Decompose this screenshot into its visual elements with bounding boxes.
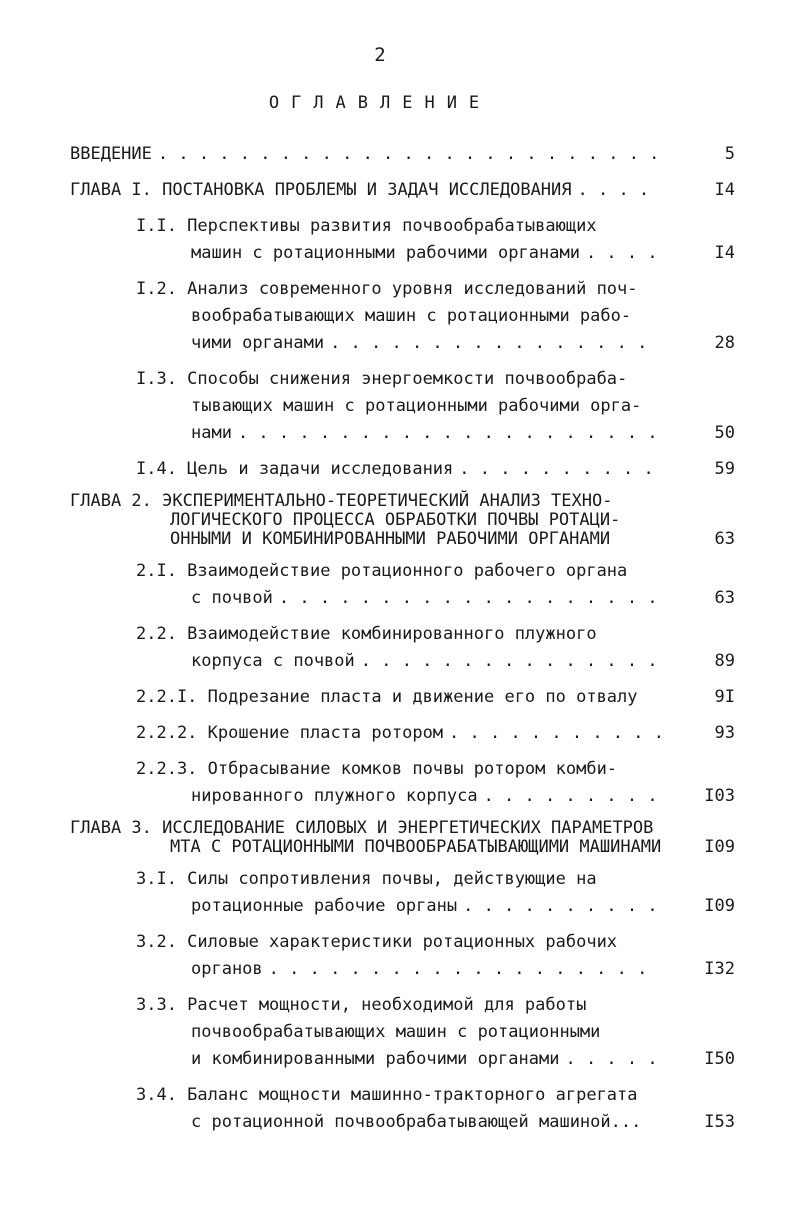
toc-entry-text: 3.I. Силы сопротивления почвы, действующие на	[136, 869, 597, 889]
toc-entry-text: ЛОГИЧЕСКОГО ПРОЦЕССА ОБРАБОТКИ ПОЧВЫ РОТАЦИ-	[170, 510, 621, 530]
toc-entry-text: 2.2.3. Отбрасывание комков почвы ротором комби-	[136, 759, 618, 779]
toc-page-number: I4	[714, 180, 735, 200]
toc-page-number: 89	[714, 651, 735, 671]
toc-entry[interactable]	[0, 213, 795, 267]
toc-entry[interactable]	[0, 866, 795, 920]
toc-entry-text: I.4. Цель и задачи исследования	[136, 459, 454, 479]
toc-entry-text: 3.2. Силовые характеристики ротационных рабочих	[136, 932, 618, 952]
toc-page-number: 5	[724, 144, 735, 164]
toc-entry[interactable]	[0, 1082, 795, 1136]
toc-entry[interactable]	[0, 992, 795, 1073]
toc-entry[interactable]	[0, 141, 795, 168]
toc-entry[interactable]	[0, 756, 795, 810]
toc-page-number: I09	[704, 896, 735, 916]
toc-entry-text: чими органами	[191, 333, 325, 353]
toc-page-number: 9I	[714, 687, 735, 707]
toc-entry-text: 2.I. Взаимодействие ротационного рабочего органа	[136, 561, 628, 581]
toc-entry[interactable]	[0, 456, 795, 483]
toc-page-number: 28	[714, 333, 735, 353]
toc-entry-text: с почвой	[191, 588, 273, 608]
toc-entry-text: почвообрабатывающих машин с ротационными	[191, 1022, 601, 1042]
toc-entry-text: 2.2. Взаимодействие комбинированного плужного	[136, 624, 597, 644]
toc-entry[interactable]	[0, 819, 795, 857]
toc-page-number: I03	[704, 786, 735, 806]
toc-page-number: I4	[714, 243, 735, 263]
toc-entry[interactable]	[0, 684, 795, 711]
toc-entry-text: I.3. Способы снижения энергоемкости почвообраба-	[136, 369, 628, 389]
dot-leader	[330, 330, 661, 357]
dot-leader	[269, 956, 661, 983]
toc-title: ОГЛАВЛЕНИЕ	[268, 93, 492, 113]
toc-entry-text: с ротационной почвообрабатывающей машиной...	[191, 1112, 642, 1132]
toc-entry-text: МТА С РОТАЦИОННЫМИ ПОЧВООБРАБАТЫВАЮЩИМИ МАШИНАМИ	[170, 837, 662, 857]
toc-page-number: I32	[704, 959, 735, 979]
toc-entry-text: I.I. Перспективы развития почвообрабатывающих	[136, 216, 597, 236]
toc-entry[interactable]	[0, 720, 795, 747]
toc-page-number: I53	[704, 1112, 735, 1132]
toc-entry-text: и комбинированными рабочими органами	[191, 1049, 560, 1069]
page-number: 2	[374, 44, 386, 66]
toc-entry-text: ротационные рабочие органы	[191, 896, 458, 916]
toc-entry-text: ГЛАВА I. ПОСТАНОВКА ПРОБЛЕМЫ И ЗАДАЧ ИССЛЕДОВАНИЯ	[70, 180, 572, 200]
toc-page-number: 93	[714, 723, 735, 743]
toc-entry-text: ГЛАВА 2. ЭКСПЕРИМЕНТАЛЬНО-ТЕОРЕТИЧЕСКИЙ АНАЛИЗ ТЕХНО-	[70, 491, 613, 511]
toc-entry-text: нированного плужного корпуса	[191, 786, 478, 806]
toc-page-number: I09	[704, 837, 735, 857]
toc-entry-text: I.2. Анализ современного уровня исследований поч-	[136, 279, 638, 299]
dot-leader	[361, 648, 661, 675]
table-of-contents	[0, 141, 795, 1145]
toc-entry-text: органов	[191, 959, 263, 979]
dot-leader	[586, 240, 661, 267]
dot-leader	[238, 420, 661, 447]
toc-entry[interactable]	[0, 621, 795, 675]
dot-leader	[578, 177, 661, 204]
dot-leader	[459, 456, 661, 483]
dot-leader	[158, 141, 661, 168]
toc-entry[interactable]	[0, 492, 795, 549]
toc-entry-text: 2.2.I. Подрезание пласта и движение его по отвалу	[136, 687, 638, 707]
toc-page-number: I50	[704, 1049, 735, 1069]
toc-entry[interactable]	[0, 276, 795, 357]
toc-page-number: 63	[714, 529, 735, 549]
toc-entry-text: вообрабатывающих машин с ротационными рабо-	[191, 306, 632, 326]
toc-entry-text: 3.3. Расчет мощности, необходимой для работы	[136, 995, 587, 1015]
dot-leader	[279, 585, 661, 612]
toc-entry-text: 3.4. Баланс мощности машинно-тракторного агрегата	[136, 1085, 638, 1105]
toc-entry[interactable]	[0, 366, 795, 447]
toc-entry-text: корпуса с почвой	[191, 651, 355, 671]
dot-leader	[565, 1046, 661, 1073]
toc-entry-text: машин с ротационными рабочими органами	[191, 243, 580, 263]
toc-entry-text: ВВЕДЕНИЕ	[70, 144, 152, 164]
dot-leader	[484, 783, 661, 810]
toc-entry-text: нами	[191, 423, 232, 443]
toc-entry[interactable]	[0, 177, 795, 204]
toc-page-number: 63	[714, 588, 735, 608]
toc-entry[interactable]	[0, 929, 795, 983]
toc-entry-text: 2.2.2. Крошение пласта ротором	[136, 723, 444, 743]
dot-leader	[463, 893, 661, 920]
toc-entry[interactable]	[0, 558, 795, 612]
dot-leader	[449, 720, 661, 747]
toc-page-number: 50	[714, 423, 735, 443]
toc-entry-text: ГЛАВА 3. ИССЛЕДОВАНИЕ СИЛОВЫХ И ЭНЕРГЕТИЧЕСКИХ ПАРАМЕТРОВ	[70, 818, 654, 838]
toc-entry-text: тывающих машин с ротационными рабочими орга-	[191, 396, 642, 416]
toc-entry-text: ОННЫМИ И КОМБИНИРОВАННЫМИ РАБОЧИМИ ОРГАНАМИ	[170, 529, 611, 549]
toc-page-number: 59	[714, 459, 735, 479]
